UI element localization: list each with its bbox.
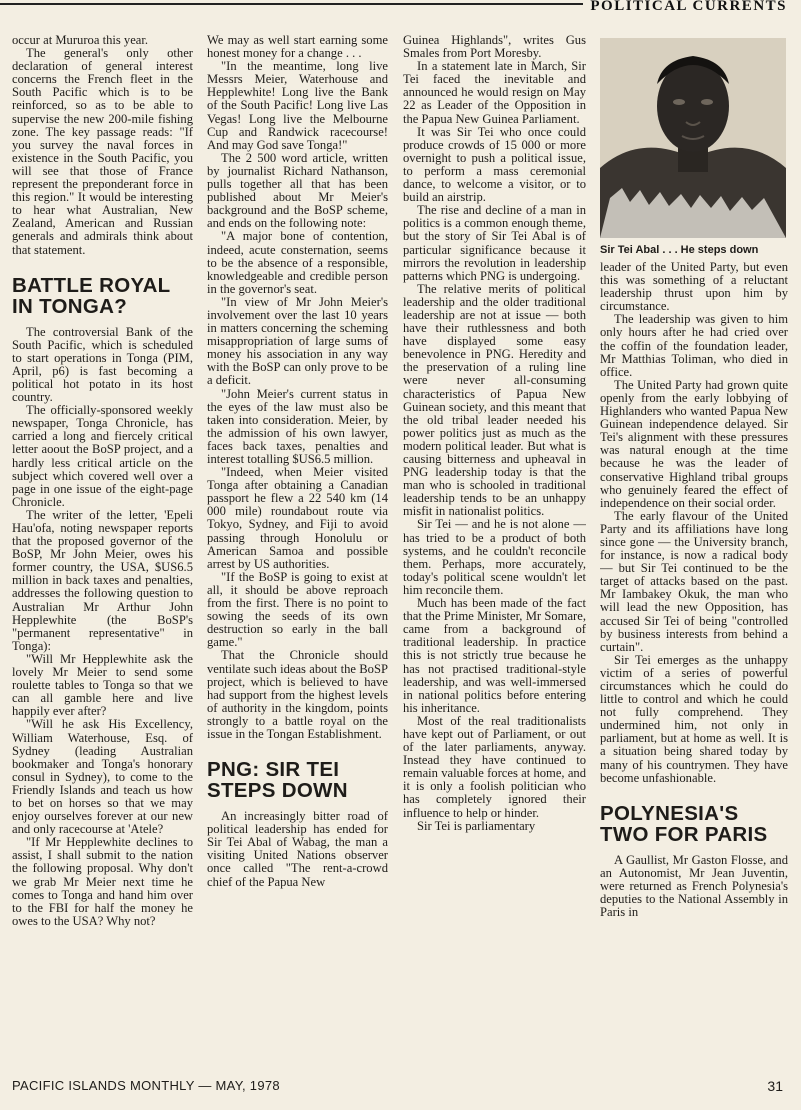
column-1: [12, 34, 193, 1064]
paragraph: That the Chronicle should ventilate such ideas about the BoSP project, which is believed to have had support from the highest levels of authority in the kingdom, points strongly to a battle royal on the issue in the Tongan Establishment.: [207, 648, 388, 741]
portrait-photo: [600, 38, 786, 238]
column-3: [403, 34, 586, 1064]
paragraph: occur at Mururoa this year.: [12, 34, 149, 47]
column-4: [600, 34, 788, 1064]
paragraph: The officially-sponsored weekly newspaper, Tonga Chronicle, has carried a long and fiercely critical letter aoout the BoSP project, and a hardly less critical article on the subject which covered well over a page in one issue of the eight-page Chronicle.: [12, 403, 193, 509]
portrait-image: [600, 38, 786, 238]
paragraph: leader of the United Party, but even this was something of a reluctant leadership thrust upon him by circumstance.: [600, 260, 788, 314]
paragraph: An increasingly bitter road of political leadership has ended for Sir Tei Abal of Wabag, the man a visiting United Nations observer once called "The rent-a-crowd chief of the Papua New: [207, 809, 388, 889]
paragraph: Sir Tei emerges as the unhappy victim of a series of powerful circumstances which he could do little to control and which he could not fully comprehend. They undermined him, not only in parliament, but at home as well. It is a situation being shared today by many of his countrymen. They have become unfashionable.: [600, 652, 788, 785]
paragraph: "If Mr Hepplewhite declines to assist, I shall submit to the nation the following proposal. Why don't we grab Mr Meier next time he comes to Tonga and hand him over to the FBI for half the money he owes to the USA? Why not?: [12, 835, 193, 928]
paragraph: "Indeed, when Meier visited Tonga after obtaining a Canadian passport he flew a 22 540 km (14 000 mile) roundabout route via Tokyo, Sydney, and Fiji to avoid passing through Honolulu or American Samoa and possible arrest by US authorities.: [207, 465, 388, 571]
paragraph: The writer of the letter, 'Epeli Hau'ofa, noting newspaper reports that the proposed governor of the BoSP, Mr John Meier, owes his former country, the USA, $US6.5 million in back taxes and penalties, addresses the following question to Australian Mr Arthur John Hepplewhite (the BoSP's "permanent representative" in Tonga):: [12, 507, 193, 653]
paragraph: "If the BoSP is going to exist at all, it should be above reproach from the first. There is no point to sowing the seeds of its own destruction so early in the ball game.": [207, 569, 388, 650]
headline-tonga: BATTLE ROYAL IN TONGA?: [12, 273, 171, 318]
paragraph: "John Meier's current status in the eyes of the law must also be taken into consideration. Meier, by the admission of his own lawyer, faces back taxes, penalties and interest totalling $US6.5 million.: [207, 386, 388, 466]
section-title: POLITICAL CURRENTS: [590, 0, 787, 14]
paragraph: "A major bone of contention, indeed, acute consternation, seems to be the absence of a responsible, knowledgeable and credible person in the governor's seat.: [207, 229, 388, 296]
headline-polynesia: POLYNESIA'S TWO FOR PARIS: [600, 801, 768, 846]
paragraph: A Gaullist, Mr Gaston Flosse, and an Autonomist, Mr Jean Juventin, were returned as French Polynesia's deputies to the National Assembly in Paris in: [600, 852, 788, 920]
paragraph: The United Party had grown quite openly from the early lobbying of Highlanders who wanted Papua New Guinean independence delayed. Sir Tei's alignment with these pressures was natural enough at the time because he was the leader of conservative Highland tribal groups who genuinely feared the effect of independence on their social order.: [600, 377, 788, 510]
paragraph: The rise and decline of a man in politics is a common enough theme, but the story of Sir Tei Abal is of particular significance because it mirrors the revolution in leadership patterns which PNG is undergoing.: [403, 203, 586, 283]
header-rule: [0, 3, 583, 5]
paragraph: The relative merits of political leadership and the older traditional leadership are not at issue — both have their ruthlessness and both have displayed some easy benevolence in PNG. Heredity and the preservation of a ruling line were never all-consuming characteristics of Papua New Guinean society, and this meant that the old tribal leader needed his power politics just as much as the modern political leader. But what is causing bitterness and upheaval in PNG leadership today is that the man who is schooled in traditional leadership tends to be an unhappy misfit in nationalist politics.: [403, 281, 586, 519]
paragraph: The general's only other declaration of general interest concerns the French fleet in the South Pacific which is to be reinforced, so as to be able to supervise the new 200-mile fishing zone. The key passage reads: "If you survey the naval forces in existence in the South Pacific, you will see that those of France represent the preponderant force in this region." It would be interesting to hear what Australian, New Zealand, American and Russian generals and admirals think about that statement.: [12, 46, 193, 257]
paragraph: Much has been made of the fact that the Prime Minister, Mr Somare, came from a background of traditional leadership. In practice this is not strictly true because he has not practised traditional-style leadership, and was well-immersed in national politics before entering his inheritance.: [403, 596, 586, 715]
paragraph: "In view of Mr John Meier's involvement over the last 10 years in matters concerning the scheming misappropriation of large sums of money his association in any way with the BoSP can only prove to be a deficit.: [207, 294, 388, 388]
paragraph: Sir Tei — and he is not alone — has tried to be a product of both systems, and he couldn't reconcile them. Perhaps, more accurately, today's political scene wouldn't let him reconcile them.: [403, 517, 586, 597]
paragraph: The 2 500 word article, written by journalist Richard Nathanson, pulls together all that has been published about Mr Meier's background and the BoSP scheme, and ends on the following note:: [207, 150, 388, 231]
photo-caption: Sir Tei Abal . . . He steps down: [600, 244, 759, 256]
footer-publication: PACIFIC ISLANDS MONTHLY — MAY, 1978: [12, 1078, 280, 1093]
column-2: [207, 34, 388, 1064]
headline-png: PNG: SIR TEI STEPS DOWN: [207, 758, 348, 803]
paragraph: "In the meantime, long live Messrs Meier, Waterhouse and Hepplewhite! Long live the Bank of the South Pacific! Long live Las Vegas! Long live the Melbourne Cup and Randwick racecourse! And may God save Tonga!": [207, 59, 388, 152]
paragraph: In a statement late in March, Sir Tei faced the inevitable and announced he would resign on May 22 as Leader of the Opposition in the Papua New Guinea Parliament.: [403, 59, 586, 126]
paragraph: The leadership was given to him only hours after he had cried over the coffin of the foundation leader, Mr Matthias Toliman, who died in office.: [600, 312, 788, 379]
paragraph: It was Sir Tei who once could produce crowds of 15 000 or more overnight to push a political issue, to perform a mass ceremonial dance, to welcome a visitor, or to build an airstrip.: [403, 124, 586, 205]
paragraph: Sir Tei is parliamentary: [417, 818, 536, 833]
paragraph: "Will Mr Hepplewhite ask the lovely Mr Meier to send some roulette tables to Tonga so that we can all gamble here and live happily ever after?: [12, 651, 193, 719]
paragraph: "Will he ask His Excellency, William Waterhouse, Esq. of Sydney (leading Australian bookmaker and Tonga's honorary consul in Sydney), to come to the Friendly Islands and teach us how to bet on horses so that we may enjoy ourselves forever at our new and only racecourse at 'Atele?: [12, 717, 193, 837]
paragraph: We may as well start earning some honest money for a change . . .: [207, 34, 388, 61]
paragraph: The early flavour of the United Party and its affiliations have long since gone — the University branch, for instance, is now a radical body — but Sir Tei continued to be the target of attacks based on the past. Mr Iambakey Okuk, the man who will lead the new Opposition, has accused Sir Tei of being "controlled by business interests from behind a curtain".: [600, 508, 788, 654]
page-number: 31: [767, 1078, 783, 1094]
paragraph: The controversial Bank of the South Pacific, which is scheduled to start operations in Tonga (PIM, April, p6) is fast becoming a political hot potato in its host country.: [12, 324, 193, 405]
paragraph: Most of the real traditionalists have kept out of Parliament, or out of the later parliaments, anyway. Instead they have continued to remain valuable forces at home, and it is only a foolish politician who has completely ignored their influence to help or hinder.: [403, 713, 586, 820]
paragraph: Guinea Highlands", writes Gus Smales from Port Moresby.: [403, 34, 586, 61]
